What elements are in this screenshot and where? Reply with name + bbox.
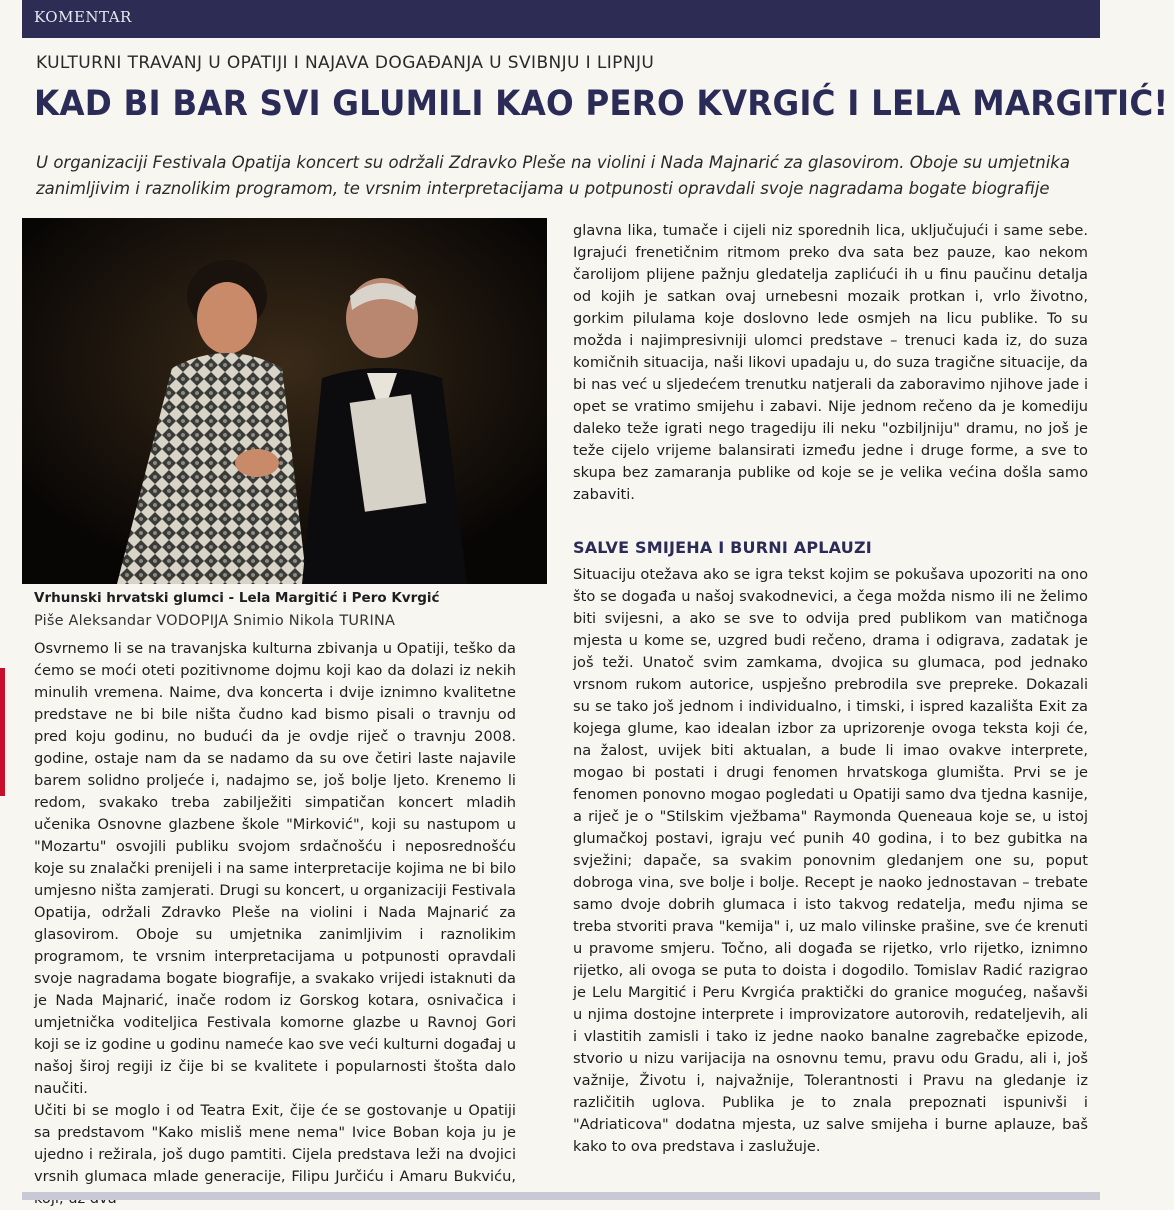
red-edge-mark: [0, 668, 5, 796]
article-lead: U organizaciji Festivala Opatija koncert su održali Zdravko Pleše na violini i Nada Majnarić za glasovirom. Oboje su umjetnika zanimljivim i raznolikim programom, te vrsnim interpretacijama u potpunosti opravdali svoje nagradama bogate biografije: [36, 153, 1070, 198]
byline: Piše Aleksandar VODOPIJA Snimio Nikola TURINA: [34, 613, 396, 629]
right-column-body: [573, 564, 1088, 1158]
article-photo: [22, 218, 547, 584]
section-label: KOMENTAR: [34, 8, 132, 26]
article-headline: KAD BI BAR SVI GLUMILI KAO PERO KVRGIĆ I LELA MARGITIĆ!: [34, 84, 1169, 124]
left-column: [34, 638, 516, 1210]
body-paragraph: Osvrnemo li se na travanjska kulturna zbivanja u Opatiji, teško da ćemo se moći oteti pozitivnome dojmu koji kao da dolazi iz nekih minulih vremena. Naime, dva koncerta i dvije iznimno kvalitetne predstave ne bi bile ništa čudno kad bismo pisali o travnju od pred koju godinu, no budući da je ovdje riječ o travnju 2008. godine, ostaje nam da se nadamo da su ove četiri laste najavile barem solidno proljeće i, nadajmo se, još bolje ljeto. Krenemo li redom, svakako treba zabilježiti simpatičan koncert mladih učenika Osnovne glazbene škole "Mirković", koji su nastupom u "Mozartu" osvojili publiku svojom srdačnošću i neposrednošću koje su znalački prenijeli i na same interpretacije kojima ne bi bilo umjesno ništa zamjerati. Drugi su koncert, u organizaciji Festivala Opatija, održali Zdravko Pleše na violini i Nada Majnarić za glasovirom. Oboje su umjetnika zanimljivim i raznolikim programom, te vrsnim interpretacijama u potpunosti opravdali svoje nagradama bogate biografije, a svakako vrijedi istaknuti da je Nada Majnarić, inače rodom iz Gorskog kotara, osnivačica i umjetnička voditeljica Festivala komorne glazbe u Ravnoj Gori koji se iz godine u godinu nameće kao sve veći kulturni događaj u našoj široj regiji iz čije bi se kvalitete i popularnosti štošta dalo naučiti.: [34, 640, 516, 1097]
photo-caption: Vrhunski hrvatski glumci - Lela Margitić i Pero Kvrgić: [34, 590, 440, 606]
right-column-intro: [573, 220, 1088, 506]
body-paragraph: glavna lika, tumače i cijeli niz sporednih lica, uključujući i same sebe. Igrajući frenetičnim ritmom preko dva sata bez pauze, kao nekom čarolijom plijene pažnju gledatelja zaplićući ih u finu paučinu detalja od kojih je satkan ovaj urnebesni mozaik protkan i, vrlo životno, gorkim pilulama koje doslovno lede osmjeh na licu publike. To su možda i najimpresivniji ulomci predstave – trenuci kada iz, do suza komičnih situacija, naši likovi upadaju u, do suza tragične situacije, da bi nas već u sljedećem trenutku natjerali da zaboravimo njihove jade i opet se vratimo smijehu i zabavi. Nije jednom rečeno da je komediju daleko teže igrati nego tragediju ili neku "ozbiljniju" dramu, no još je teže cijelo vrijeme balansirati između jedne i druge forme, a sve to skupa bez zamaranja publike od koje se je velika većina došla samo zabaviti.: [573, 222, 1088, 503]
bottom-rule: [22, 1192, 1100, 1200]
actors-photo-illustration: [22, 218, 547, 584]
body-paragraph: Situaciju otežava ako se igra tekst kojim se pokušava upozoriti na ono što se događa u našoj svakodnevici, a čega možda nismo ili ne želimo biti svijesni, a ako se sve to odvija pred publikom van matičnoga mjesta u kome se, uzgred budi rečeno, drama i odigrava, zadatak je još teži. Unatoč svim zamkama, dvojica su glumaca, pod jednako vrsnom rukom autorice, uspješno prebrodila sve prepreke. Dokazali su se tako još jednom i individualno, i timski, i ispred kazališta Exit za kojega glume, kao idealan izbor za uprizorenje ovoga teksta koji će, na žalost, uvijek biti aktualan, a bude li imao ovakve interprete, mogao bi postati i drugi fenomen hrvatskoga glumišta. Prvi se je fenomen ponovno mogao pogledati u Opatiji samo dva tjedna kasnije, a riječ je o "Stilskim vježbama" Raymonda Queneaua koje se, u istoj glumačkoj postavi, igraju već punih 40 godina, i to bez gubitka na svježini; dapače, sa svakim ponovnim gledanjem one su, poput dobroga vina, sve bolje i bolje. Recept je naoko jednostavan – trebate samo dvoje dobrih glumaca i isto takvog redatelja, među njima se treba stvoriti prava "kemija" i, uz malo vilinske prašine, sve će krenuti u pravome smjeru. Točno, ali događa se rijetko, vrlo rijetko, iznimno rijetko, ali ovoga se puta to doista i dogodilo. Tomislav Radić razigrao je Lelu Margitić i Peru Kvrgića praktički do granice mogućeg, našavši u njima dostojne interprete i improvizatore autorovih, redateljevih, ali i vlastitih zamisli i tako iz jedne naoko banalne zagrebačke epizode, stvorio u nizu varijacija na osnovnu temu, pravu odu Gradu, ali i, još važnije, Životu i, najvažnije, Tolerantnosti i Pravu na gledanje iz različitih uglova. Publika je to znala prepoznati ispunivši i "Adriaticova" dodatna mjesta, uz salve smijeha i burne aplauze, baš kako to ova predstava i zaslužuje.: [573, 566, 1088, 1155]
article-subheading: SALVE SMIJEHA I BURNI APLAUZI: [573, 538, 872, 557]
article-kicker: KULTURNI TRAVANJ U OPATIJI I NAJAVA DOGAĐANJA U SVIBNJU I LIPNJU: [36, 53, 655, 73]
body-paragraph: Učiti bi se moglo i od Teatra Exit, čije će se gostovanje u Opatiji sa predstavom "Kako misliš mene nema" Ivice Boban koja ju je ujedno i režirala, još dugo pamtiti. Cijela predstava leži na dvojici vrsnih glumaca mlade generacije, Filipu Jurčiću i Amaru Bukviću,: [34, 1102, 516, 1185]
section-header-bar: [22, 0, 1100, 38]
